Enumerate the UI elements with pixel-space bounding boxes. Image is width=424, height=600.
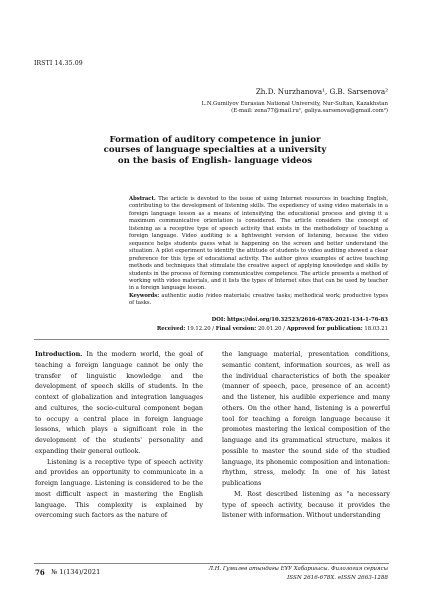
introduction-label: Introduction. xyxy=(35,351,83,358)
issue-number: № 1(134)/2021 xyxy=(51,568,101,576)
received-date: 19.12.20 xyxy=(187,325,211,332)
received-label: Received: xyxy=(156,325,186,332)
abstract-text: The article is devoted to the issue of using Internet resources in teaching English, contributing to the development of listening skills. The expediency of using video materials in a foreign language lesson as a means of intensifying the educational process and giving it a maximum communicative orientation is considered. The article considers the concept of listening as a receptive type of speech activity that exists in the methodology of teaching a foreign language. Video auditing is a lightweight version of listening, because the video sequence helps students guess what is happening on the screen and better understand the situation. A pilot experiment to identify the attitude of students to video auditing showed a clear preference for this type of educational activity. The author gives examples of active teaching methods and techniques that stimulate the creative aspect of applying knowledge and skills by students in the process of forming communicative competence. The article presents a method of working with video materials, and it lists the types of Internet sites that can be used by teacher in a foreign language lesson. xyxy=(129,196,389,292)
article-metadata xyxy=(88,316,388,333)
paragraph: Listening is a receptive type of speech activity and provides an opportunity to communicate in a foreign language. Listening is considered to be the most difficult aspect in mastering the English language. This complexity is explained by overcoming such factors as the nature of xyxy=(35,458,203,520)
article-title: Formation of auditory competence in junior courses of language specialties at a university on the basis of English- language videos xyxy=(103,135,327,166)
irsti-code: IRSTI 14.35.09 xyxy=(34,60,83,67)
divider-top xyxy=(34,339,389,340)
journal-name: Л.Н. Гумилев атындағы ЕҰУ Хабаршысы. Филология сериясы xyxy=(208,566,388,572)
abstract-block xyxy=(129,196,388,308)
approved-date: 18.03.21 xyxy=(364,325,388,332)
body-column-right xyxy=(222,350,390,522)
paragraph-text: In the modern world, the goal of teaching a foreign language cannot be only the transfer of linguistic knowledge and the development of speech skills of students. In the context of globalization and integration languages and cultures, the socio-cultural component began to occupy a central place in foreign language lessons, which plays a significant role in the development of the students' personality and expanding their general outlook. xyxy=(35,351,203,455)
final-version-label: Final version: xyxy=(215,325,257,332)
doi-line xyxy=(88,316,388,325)
author-affiliation-block xyxy=(88,101,388,115)
divider-bottom xyxy=(34,563,389,564)
approved-label: Approved for publication: xyxy=(286,325,363,332)
final-version-date: 20.01.20 xyxy=(257,325,282,332)
keywords-text: authentic audio /video materials; creative tasks; methodical work; productive types of tasks. xyxy=(129,292,389,307)
keywords-label: Keywords: xyxy=(129,292,160,299)
author-names: Zh.D. Nurzhanova¹, G.B. Sarsenova² xyxy=(255,87,388,96)
body-column-left xyxy=(35,350,203,522)
paragraph: M. Rost described listening as "a necessary type of speech activity, because it provides the listener with information. Without understanding xyxy=(222,490,390,520)
doi-label: DOI: xyxy=(211,317,226,323)
dates-line: Received: 19.12.20 / Final version: 20.01.20 / Approved for publication: 18.03.21 xyxy=(156,325,388,332)
page-number: 76 xyxy=(35,568,45,577)
journal-issn: ISSN 2616-678X. eISSN 2663-1288 xyxy=(287,575,388,581)
affiliation: L.N.Gumilyov Eurasian National University, Nur-Sultan, Kazakhstan xyxy=(201,101,388,107)
abstract-label: Abstract. xyxy=(129,196,156,202)
paragraph-introduction xyxy=(35,350,203,458)
paragraph: the language material, presentation conditions, semantic content, information sources, as well as the individual characteristics of both the speaker (manner of speech, pace, presence of an accent) and the listener, his audible experience and many others. On the other hand, listening is a powerful tool for teaching a foreign language because it promotes mastering the lexical composition of the language and its grammatical structure, makes it possible to master the sound side of the studied language, its phonemic composition and intonation: rhythm, stress, melody. In one of his latest publications xyxy=(222,351,390,487)
author-emails: (E-mail: zena77@mail.ru¹, galiya.sarsenova@gmail.com²) xyxy=(231,108,388,115)
doi-link[interactable]: https://doi.org/10.32523/2616-678X-2021-134-1-76-83 xyxy=(226,317,388,323)
